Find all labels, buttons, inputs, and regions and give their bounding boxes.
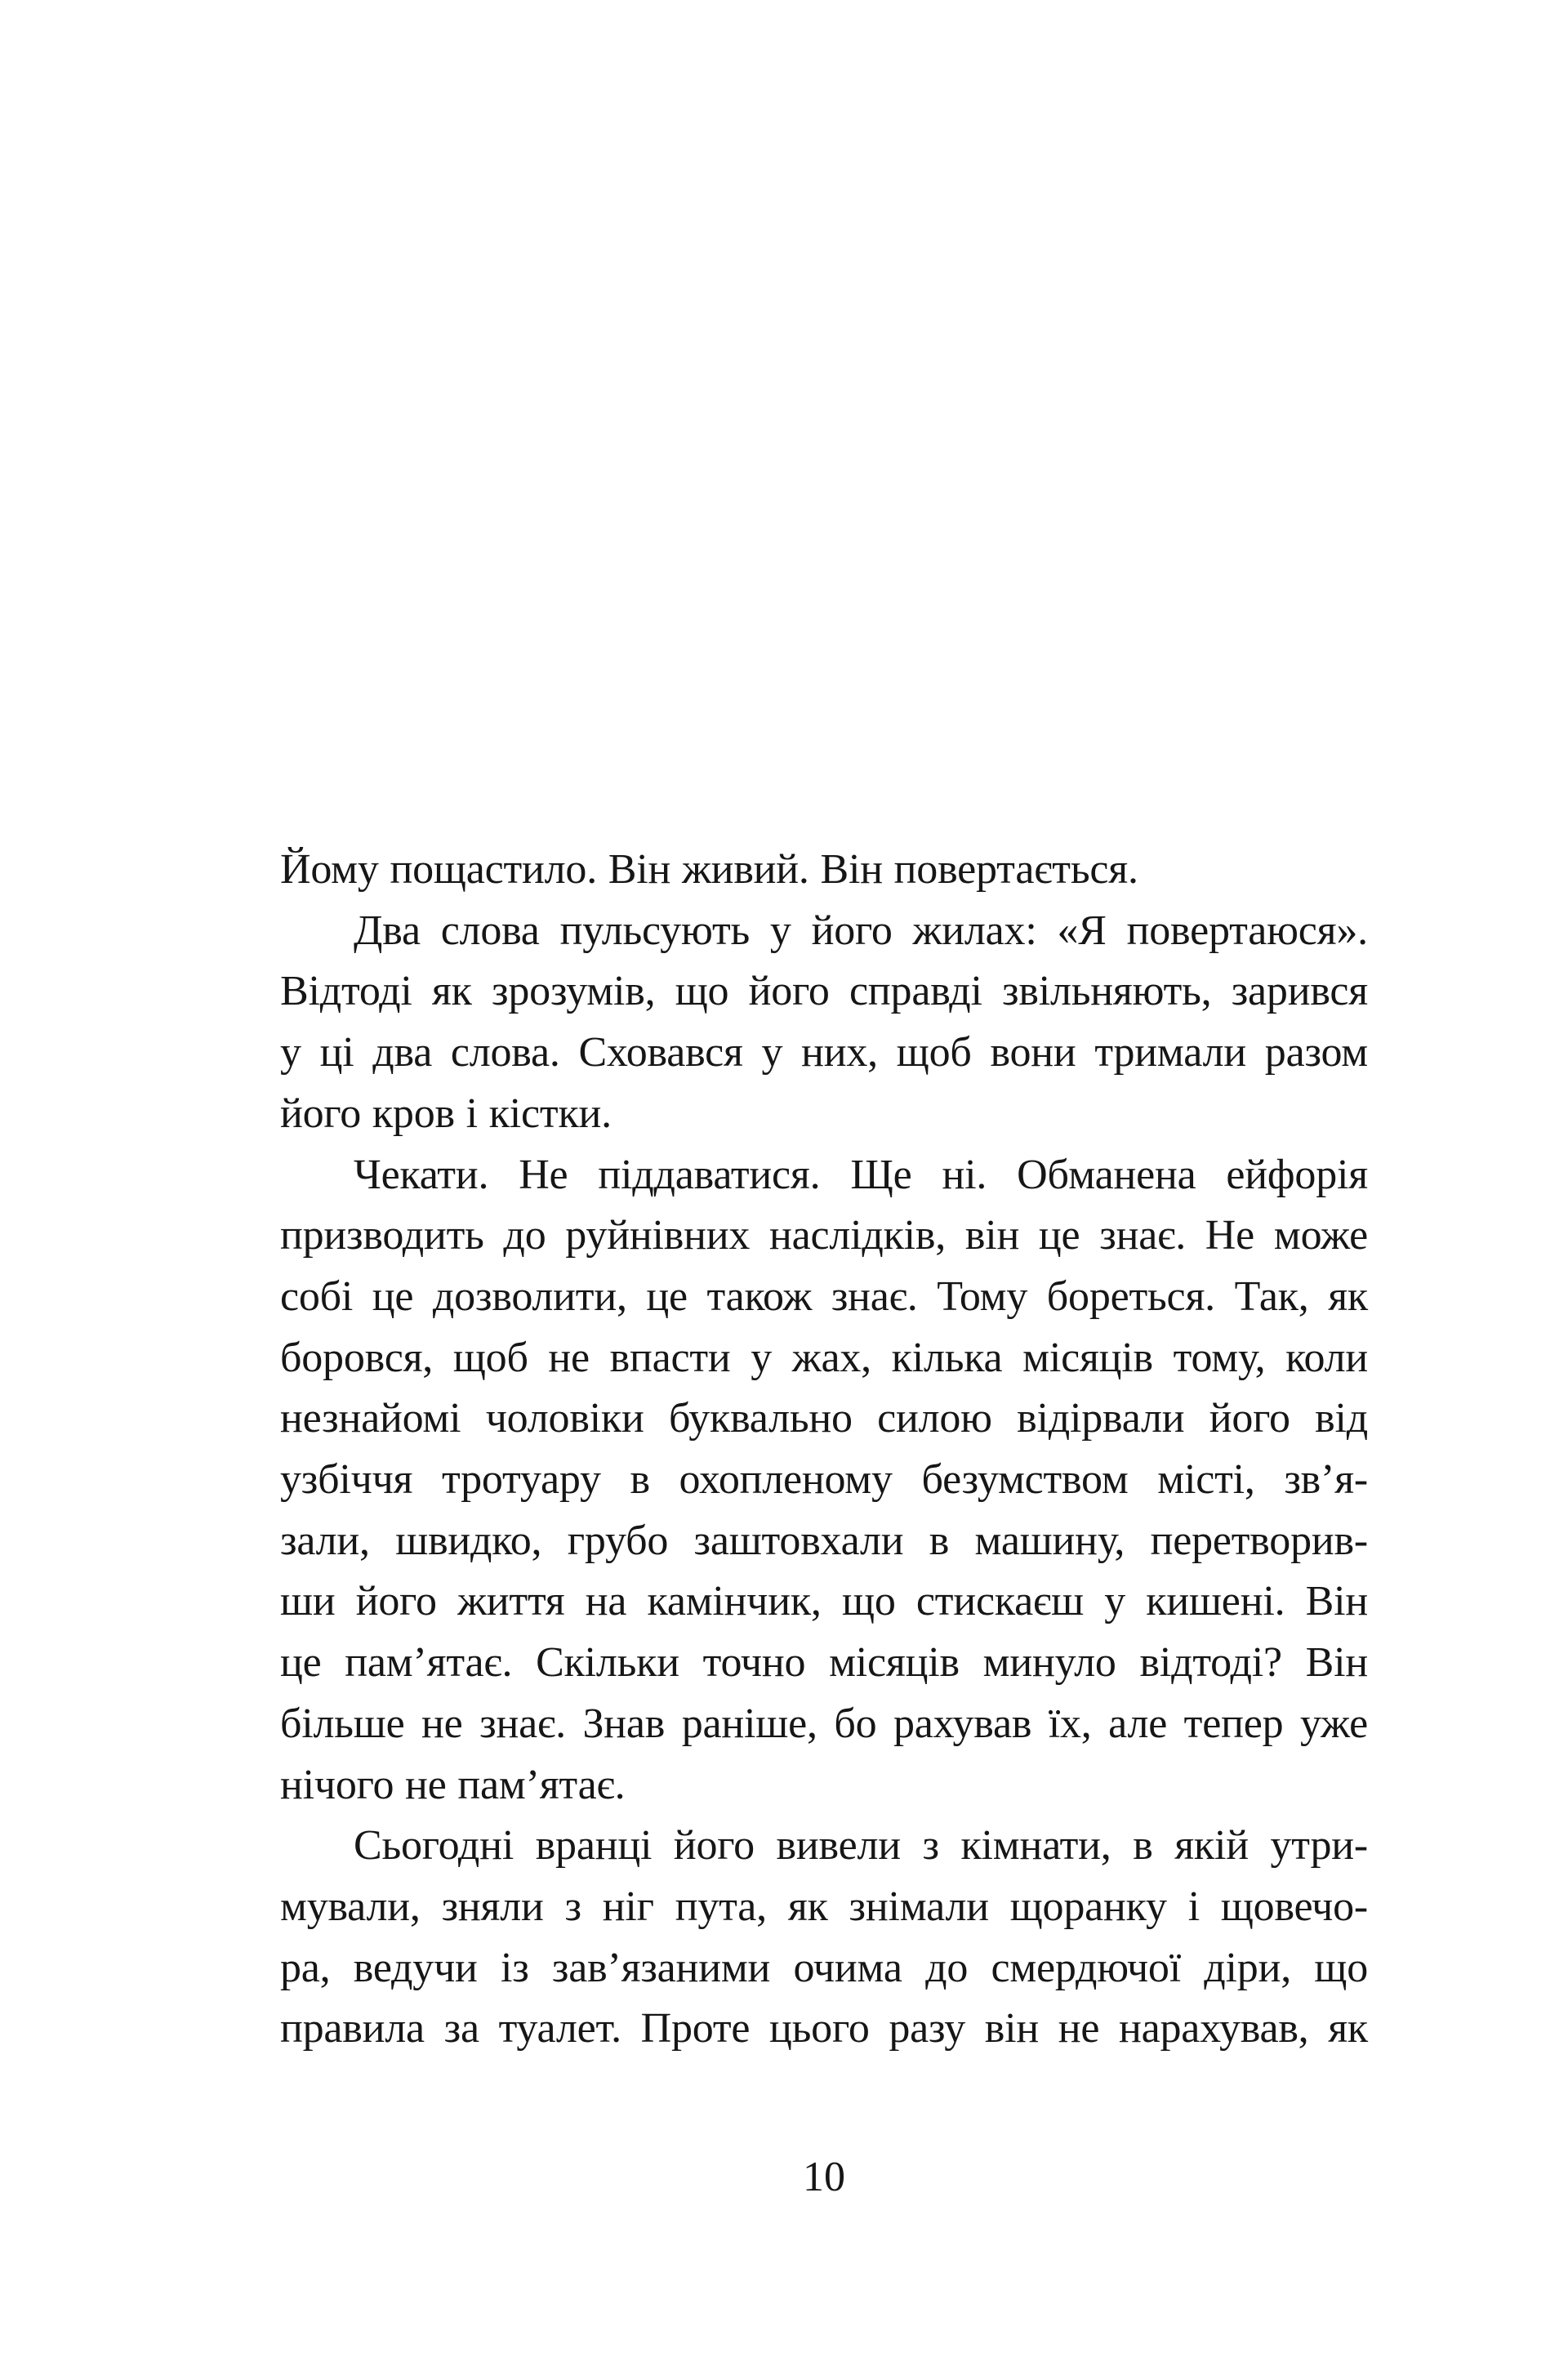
text-line: нічого не пам’ятає. xyxy=(280,1761,626,1808)
text-line: узбіччя тротуару в охопленому безумством місті, зв’я- xyxy=(280,1456,1368,1504)
text-line: призводить до руйнівних наслідків, він це знає. Не може xyxy=(280,1212,1368,1259)
text-line: Два слова пульсують у його жилах: «Я повертаюся». xyxy=(354,907,1368,954)
text-line: зали, швидко, грубо заштовхали в машину, перетворив- xyxy=(280,1517,1368,1564)
text-line: його кров і кістки. xyxy=(280,1090,612,1137)
text-line: ра, ведучи із зав’язаними очима до смердючої діри, що xyxy=(280,1944,1368,1991)
text-line: мували, зняли з ніг пута, як знімали щоранку і щовечо- xyxy=(280,1883,1368,1930)
text-line: ши його життя на камінчик, що стискаєш у кишені. Він xyxy=(280,1578,1368,1625)
text-line: правила за туалет. Проте цього разу він не нарахував, як xyxy=(280,2005,1368,2052)
text-line: Сьогодні вранці його вивели з кімнати, в якій утри- xyxy=(354,1822,1368,1870)
text-line: Йому пощастило. Він живий. Він повертається. xyxy=(280,846,1138,893)
text-line: Чекати. Не піддаватися. Ще ні. Обманена ейфорія xyxy=(354,1151,1368,1198)
text-line: незнайомі чоловіки буквально силою відірвали його від xyxy=(280,1395,1368,1442)
page-number: 10 xyxy=(803,2154,845,2200)
text-line: у ці два слова. Сховався у них, щоб вони тримали разом xyxy=(280,1029,1368,1076)
text-line: більше не знає. Знав раніше, бо рахував їх, але тепер уже xyxy=(280,1700,1368,1747)
text-line: боровся, щоб не впасти у жах, кілька місяців тому, коли xyxy=(280,1334,1368,1381)
text-block xyxy=(280,840,1368,2060)
text-line: Відтоді як зрозумів, що його справді звільняють, зарився xyxy=(280,968,1368,1015)
text-line: це пам’ятає. Скільки точно місяців минуло відтоді? Він xyxy=(280,1639,1368,1687)
text-line: собі це дозволити, це також знає. Тому бореться. Так, як xyxy=(280,1272,1368,1320)
